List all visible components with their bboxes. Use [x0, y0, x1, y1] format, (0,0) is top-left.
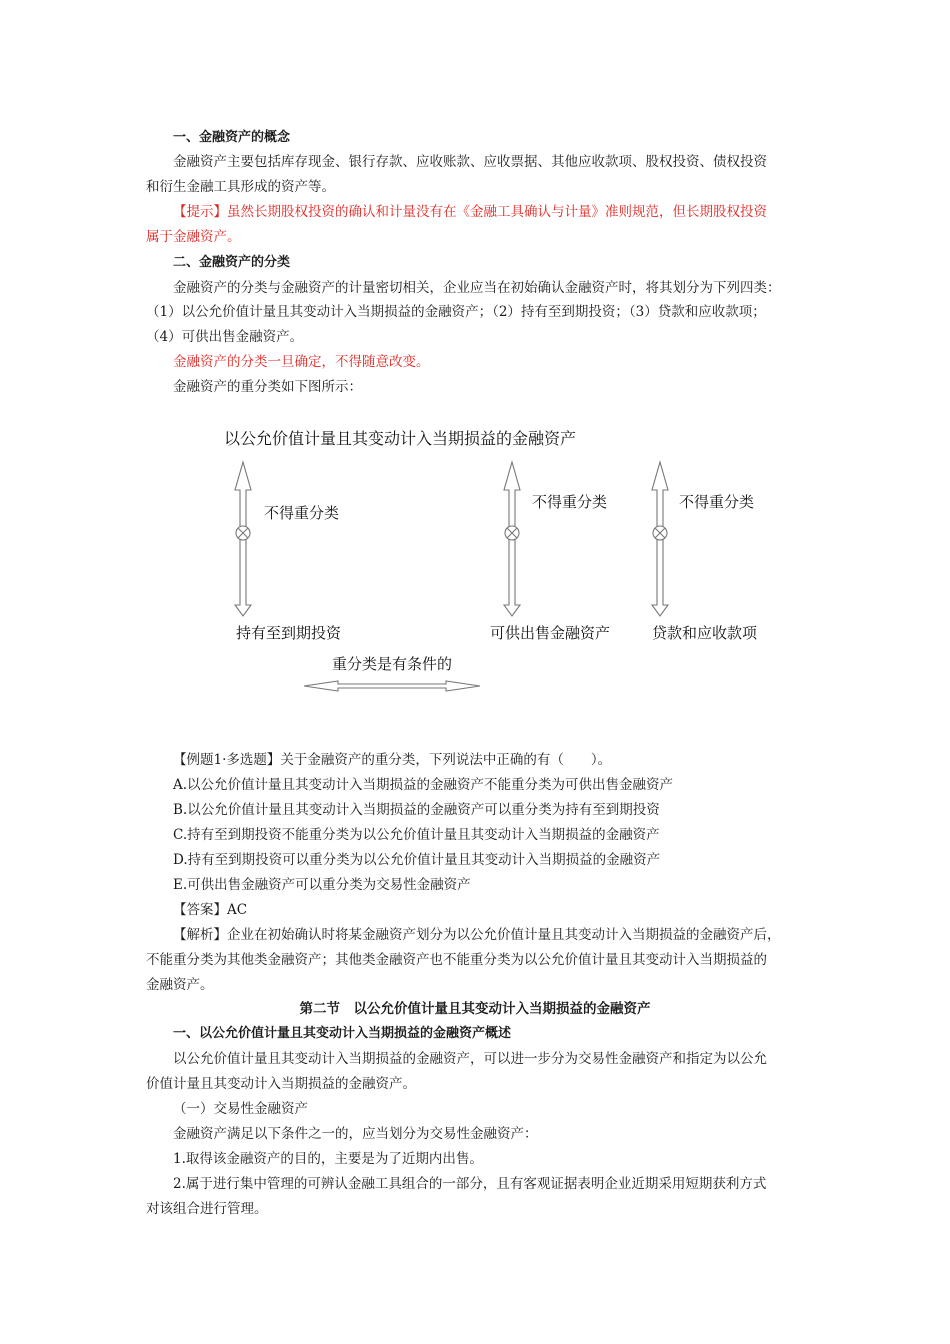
section2-para-line3: （4）可供出售金融资产。 [146, 329, 304, 345]
option-d: D.持有至到期投资可以重分类为以公允价值计量且其变动计入当期损益的金融资产 [173, 852, 661, 868]
reclassification-diagram [220, 420, 820, 700]
section1-para-line1: 金融资产主要包括库存现金、银行存款、应收账款、应收票据、其他应收款项、股权投资、债权投资 [173, 154, 767, 170]
condition-1: 1.取得该金融资产的目的，主要是为了近期内出售。 [173, 1151, 483, 1167]
example-question: 【例题1·多选题】关于金融资产的重分类，下列说法中正确的有（ ）。 [173, 752, 612, 768]
no-reclass-label-2: 不得重分类 [532, 493, 608, 511]
section2-red-note: 金融资产的分类一旦确定，不得随意改变。 [173, 354, 430, 370]
tip-line1: 【提示】虽然长期股权投资的确认和计量没有在《金融工具确认与计量》准则规范，但长期股权投资 [173, 204, 767, 220]
bottom-label-loans: 贷款和应收款项 [652, 624, 758, 642]
diagram-arrows [220, 420, 820, 700]
condition-2-line2: 对该组合进行管理。 [146, 1201, 268, 1217]
tip-line2: 属于金融资产。 [146, 229, 241, 245]
option-c: C.持有至到期投资不能重分类为以公允价值计量且其变动计入当期损益的金融资产 [173, 827, 660, 843]
bottom-label-htm: 持有至到期投资 [236, 624, 342, 642]
bottom-label-afs: 可供出售金融资产 [490, 624, 611, 642]
conditional-label: 重分类是有条件的 [332, 655, 453, 673]
condition-2-line1: 2.属于进行集中管理的可辨认金融工具组合的一部分，且有客观证据表明企业近期采用短期获利方式 [173, 1176, 767, 1192]
double-arrow-3 [652, 462, 668, 616]
horizontal-double-arrow [304, 681, 480, 691]
section2-para-line2: （1）以公允价值计量且其变动计入当期损益的金融资产；（2）持有至到期投资；（3）贷款和应收款项； [146, 304, 766, 320]
option-e: E.可供出售金融资产可以重分类为交易性金融资产 [173, 877, 471, 893]
section1-para-line2: 和衍生金融工具形成的资产等。 [146, 179, 335, 195]
analysis-line1: 【解析】企业在初始确认时将某金融资产划分为以公允价值计量且其变动计入当期损益的金融资产后， [173, 927, 781, 943]
section3-para-line1: 以公允价值计量且其变动计入当期损益的金融资产，可以进一步分为交易性金融资产和指定为以公允 [173, 1051, 767, 1067]
sub-heading-trading: （一）交易性金融资产 [173, 1101, 308, 1117]
option-a: A.以公允价值计量且其变动计入当期损益的金融资产不能重分类为可供出售金融资产 [173, 777, 674, 793]
double-arrow-1 [235, 462, 251, 616]
no-reclass-label-3: 不得重分类 [679, 493, 755, 511]
analysis-line3: 金融资产。 [146, 977, 214, 993]
conditions-intro: 金融资产满足以下条件之一的，应当划分为交易性金融资产： [173, 1126, 538, 1142]
no-reclass-label-1: 不得重分类 [264, 504, 340, 522]
analysis-line2: 不能重分类为其他类金融资产；其他类金融资产也不能重分类为以公允价值计量且其变动计入当期损益的 [146, 952, 767, 968]
section2-heading: 二、金融资产的分类 [173, 255, 291, 270]
diagram-top-label: 以公允价值计量且其变动计入当期损益的金融资产 [224, 429, 577, 448]
option-b: B.以公允价值计量且其变动计入当期损益的金融资产可以重分类为持有至到期投资 [173, 802, 660, 818]
chapter-title: 第二节 以公允价值计量且其变动计入当期损益的金融资产 [299, 1001, 651, 1017]
double-arrow-2 [504, 462, 520, 616]
figure-intro: 金融资产的重分类如下图所示： [173, 379, 362, 395]
section2-para-line1: 金融资产的分类与金融资产的计量密切相关，企业应当在初始确认金融资产时，将其划分为下列四类： [173, 280, 781, 296]
section3-para-line2: 价值计量且其变动计入当期损益的金融资产。 [146, 1076, 416, 1092]
section1-heading: 一、金融资产的概念 [173, 130, 291, 145]
answer: 【答案】AC [173, 902, 248, 918]
section3-heading: 一、以公允价值计量且其变动计入当期损益的金融资产概述 [173, 1026, 512, 1041]
